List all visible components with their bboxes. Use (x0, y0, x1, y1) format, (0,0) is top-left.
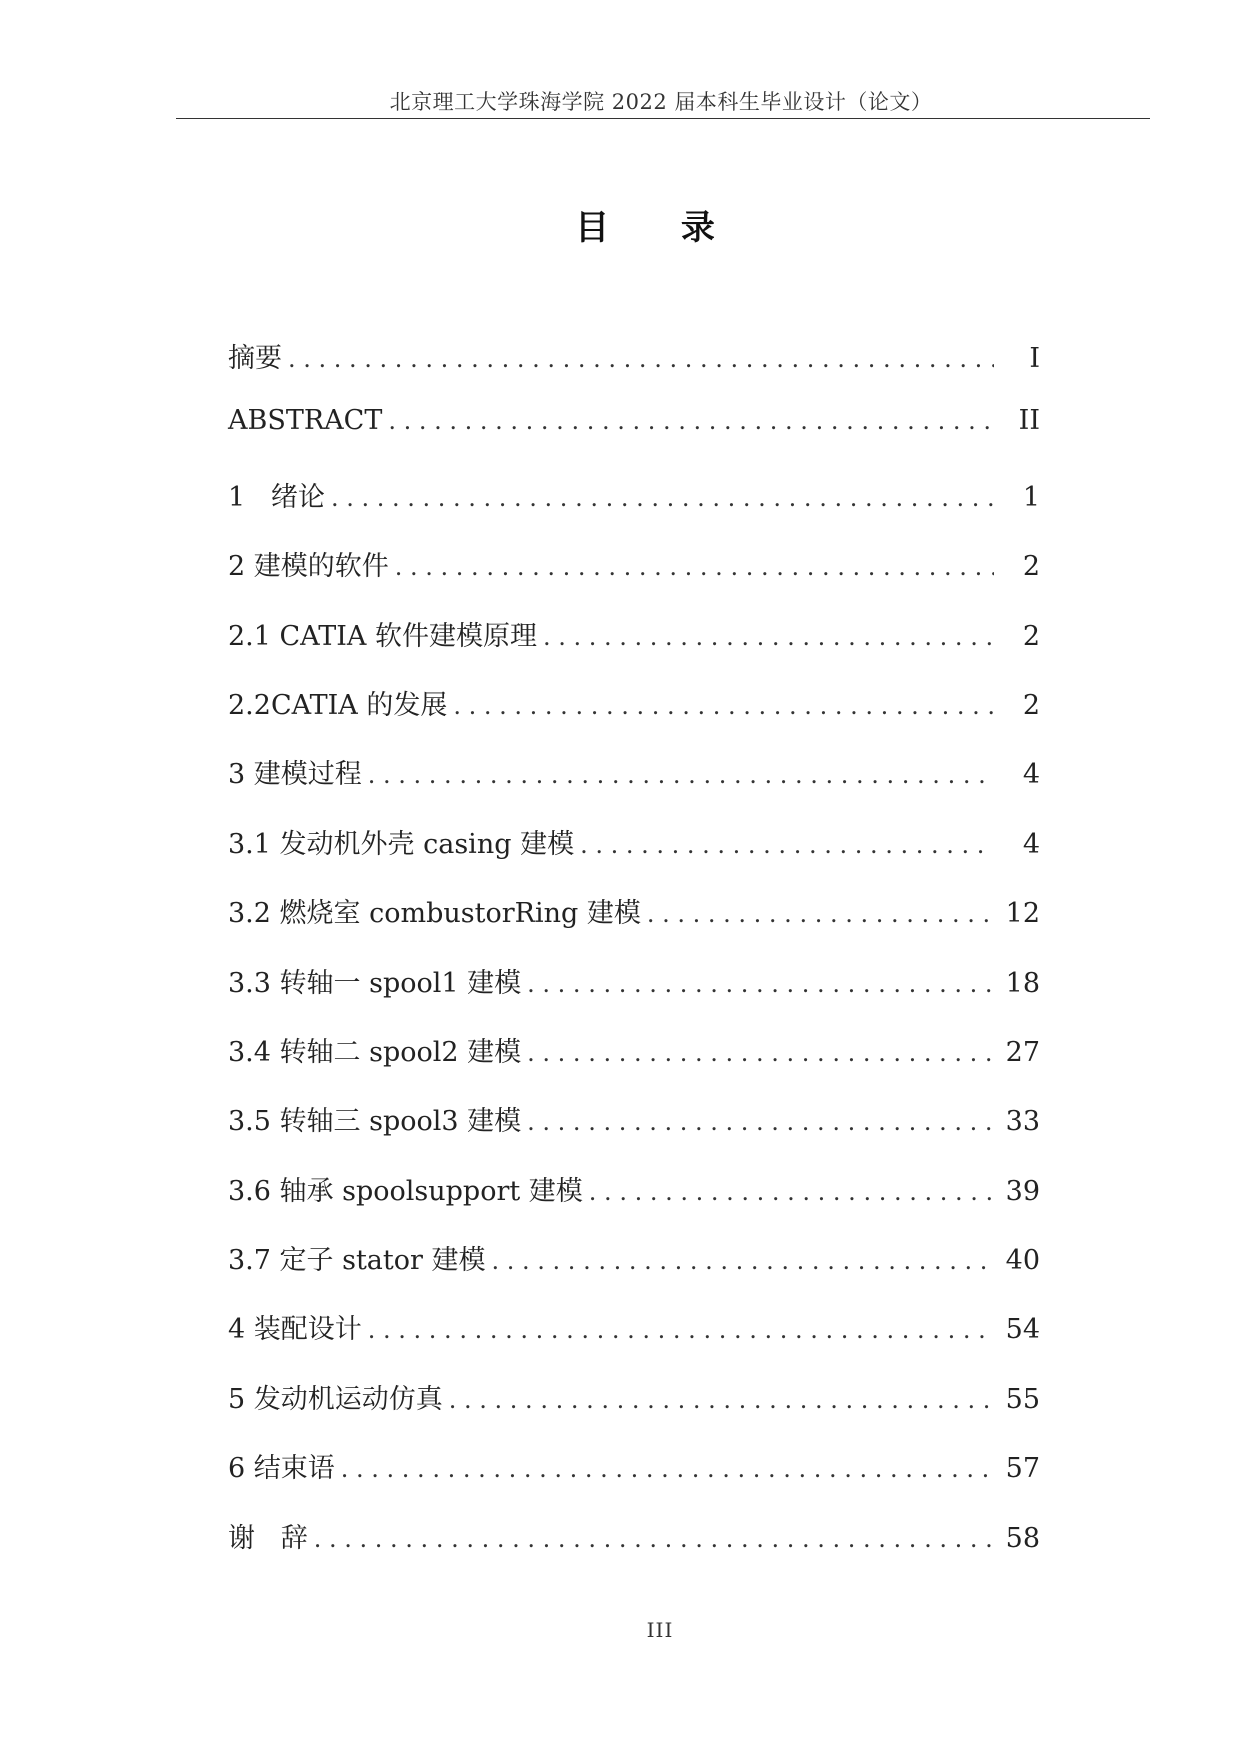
toc-entry-page: 57 (1005, 1453, 1040, 1485)
dot-leader (647, 900, 994, 928)
dot-leader (580, 831, 994, 859)
dot-leader (492, 1247, 994, 1275)
toc-entry-section-2-1[interactable] (228, 614, 1040, 683)
toc-entry-section-3-2[interactable] (228, 891, 1040, 960)
toc-entry-section-2-2[interactable] (228, 683, 1040, 752)
toc-entry-label: 3.3 转轴一 spool1 建模 (228, 967, 522, 999)
toc-entry-page: 12 (1005, 898, 1040, 930)
toc-entry-chapter-6[interactable] (228, 1446, 1040, 1515)
dot-leader (589, 1178, 994, 1206)
toc-entry-page: 39 (1005, 1175, 1040, 1207)
toc-entry-page: I (1029, 343, 1040, 374)
toc-entry-page: 58 (1005, 1522, 1040, 1554)
dot-leader (453, 692, 994, 720)
toc-entry-abstract-en[interactable] (228, 405, 1040, 474)
dot-leader (543, 623, 994, 651)
toc-entry-label: 3.6 轴承 spoolsupport 建模 (228, 1175, 583, 1207)
toc-entry-chapter-2[interactable] (228, 544, 1040, 613)
dot-leader (527, 1108, 994, 1136)
dot-leader (395, 553, 994, 581)
dot-leader (449, 1386, 994, 1414)
toc-entry-page: 27 (1005, 1036, 1040, 1068)
toc-entry-page: 33 (1005, 1106, 1040, 1138)
toc-entry-section-3-1[interactable] (228, 822, 1040, 891)
toc-entry-label: 2.1 CATIA 软件建模原理 (228, 620, 537, 652)
toc-entry-label: 摘要 (228, 343, 282, 374)
toc-entry-chapter-3[interactable] (228, 752, 1040, 821)
toc-entry-label: 2 建模的软件 (228, 551, 389, 583)
page-number: III (646, 1618, 674, 1642)
toc-entry-page: 4 (1022, 828, 1040, 860)
toc-entry-page: II (1018, 405, 1040, 437)
dot-leader (314, 1525, 994, 1553)
toc-entry-section-3-5[interactable] (228, 1099, 1040, 1168)
toc-entry-label: 6 结束语 (228, 1453, 335, 1485)
toc-entry-page: 18 (1005, 967, 1040, 999)
dot-leader (368, 1316, 994, 1344)
dot-leader (288, 345, 994, 373)
toc-entry-page: 2 (1022, 689, 1040, 721)
toc-entry-page: 2 (1022, 620, 1040, 652)
toc-entry-label: 1 绪论 (228, 481, 325, 513)
toc-entry-label: 3.1 发动机外壳 casing 建模 (228, 828, 575, 860)
toc-entry-page: 55 (1005, 1383, 1040, 1415)
toc-entry-page: 1 (1022, 481, 1040, 513)
header-rule (176, 118, 1150, 119)
running-header: 北京理工大学珠海学院 2022 届本科生毕业设计（论文） (389, 90, 933, 114)
toc-entry-label: 4 装配设计 (228, 1314, 362, 1346)
toc-entry-label: 2.2CATIA 的发展 (228, 689, 448, 721)
toc-entry-label: 3.5 转轴三 spool3 建模 (228, 1106, 522, 1138)
dot-leader (527, 1039, 994, 1067)
dot-leader (368, 761, 994, 789)
toc-entry-label: 3.7 定子 stator 建模 (228, 1245, 486, 1277)
toc-entry-label: ABSTRACT (228, 405, 383, 437)
toc-entry-acknowledgements[interactable] (228, 1516, 1040, 1585)
toc-entry-label: 谢 辞 (228, 1522, 308, 1554)
dot-leader (527, 970, 994, 998)
dot-leader (388, 407, 994, 435)
toc-entry-section-3-3[interactable] (228, 961, 1040, 1030)
toc-entry-chapter-5[interactable] (228, 1377, 1040, 1446)
dot-leader (341, 1455, 994, 1483)
toc-entry-chapter-1[interactable] (228, 475, 1040, 544)
toc-entry-abstract-cn[interactable] (228, 336, 1040, 405)
toc-entry-page: 54 (1005, 1314, 1040, 1346)
toc-entry-chapter-4[interactable] (228, 1307, 1040, 1376)
toc-entry-section-3-6[interactable] (228, 1169, 1040, 1238)
toc-title: 目 录 (575, 208, 745, 248)
toc-entry-label: 5 发动机运动仿真 (228, 1383, 443, 1415)
toc-entry-label: 3 建模过程 (228, 759, 362, 791)
table-of-contents (228, 336, 1040, 1585)
toc-entry-section-3-4[interactable] (228, 1030, 1040, 1099)
toc-entry-page: 40 (1005, 1245, 1040, 1277)
dot-leader (331, 484, 994, 512)
toc-entry-page: 2 (1022, 551, 1040, 583)
toc-entry-label: 3.2 燃烧室 combustorRing 建模 (228, 898, 641, 930)
toc-entry-page: 4 (1022, 759, 1040, 791)
toc-entry-label: 3.4 转轴二 spool2 建模 (228, 1036, 522, 1068)
toc-entry-section-3-7[interactable] (228, 1238, 1040, 1307)
